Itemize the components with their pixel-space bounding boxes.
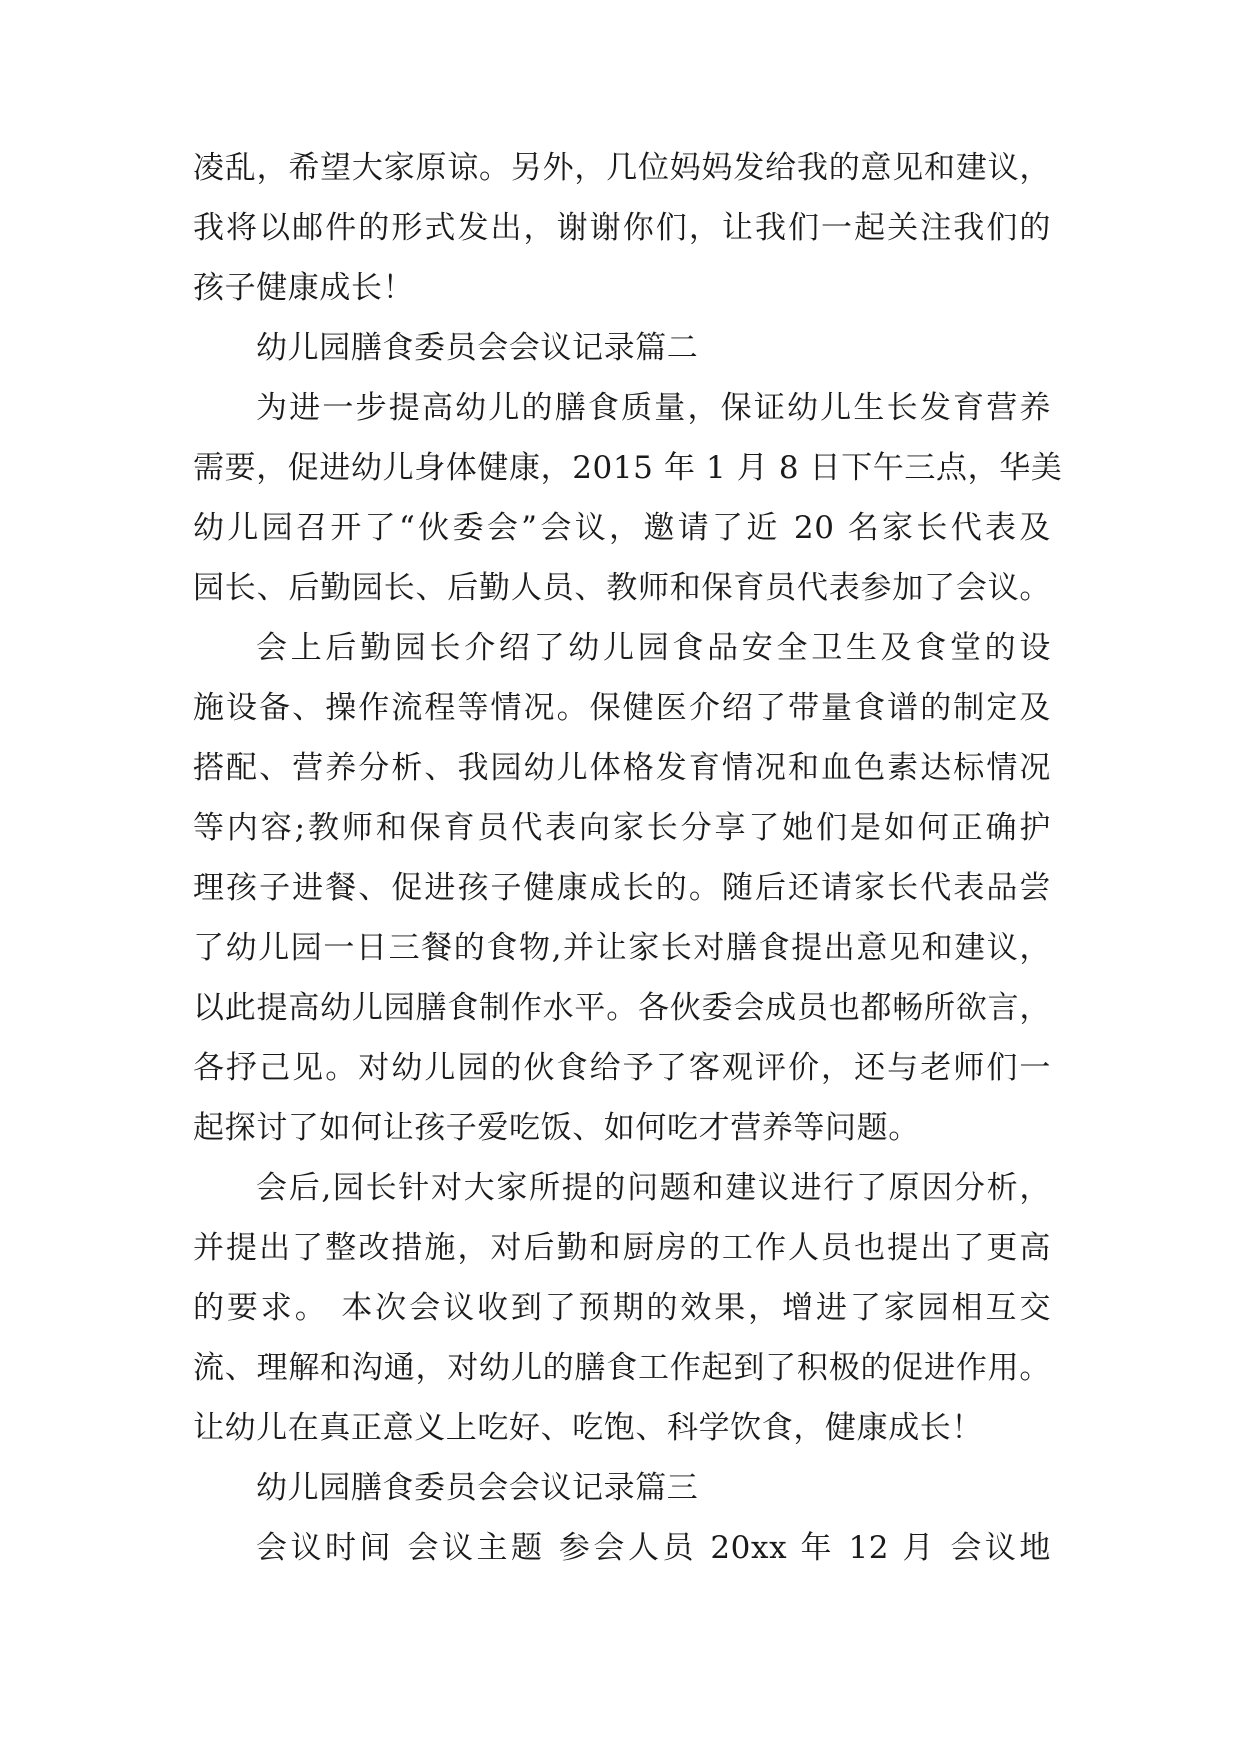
text-line: 幼儿园召开了“伙委会”会议，邀请了近 20 名家长代表及 <box>193 510 1051 546</box>
text-line: 孩子健康成长！ <box>193 270 415 306</box>
text-line: 流、理解和沟通，对幼儿的膳食工作起到了积极的促进作用。 <box>193 1350 1051 1386</box>
text-line: 我将以邮件的形式发出，谢谢你们，让我们一起关注我们的 <box>193 210 1051 246</box>
text-line: 会上后勤园长介绍了幼儿园食品安全卫生及食堂的设 <box>256 630 1051 666</box>
text-line: 并提出了整改措施，对后勤和厨房的工作人员也提出了更高 <box>193 1230 1051 1266</box>
text-line: 会议时间 会议主题 参会人员 20xx 年 12 月 会议地 <box>256 1530 1051 1566</box>
section-heading: 幼儿园膳食委员会会议记录篇二 <box>256 330 699 366</box>
text-line: 园长、后勤园长、后勤人员、教师和保育员代表参加了会议。 <box>193 570 1051 606</box>
text-line: 了幼儿园一日三餐的食物,并让家长对膳食提出意见和建议， <box>193 930 1051 966</box>
text-line: 等内容;教师和保育员代表向家长分享了她们是如何正确护 <box>193 810 1051 846</box>
text-line: 会后,园长针对大家所提的问题和建议进行了原因分析， <box>256 1170 1051 1206</box>
text-line: 施设备、操作流程等情况。保健医介绍了带量食谱的制定及 <box>193 690 1051 726</box>
text-line: 以此提高幼儿园膳食制作水平。各伙委会成员也都畅所欲言， <box>193 990 1051 1026</box>
text-line: 让幼儿在真正意义上吃好、吃饱、科学饮食，健康成长！ <box>193 1410 983 1446</box>
text-line: 的要求。 本次会议收到了预期的效果，增进了家园相互交 <box>193 1290 1051 1326</box>
text-line: 各抒己见。对幼儿园的伙食给予了客观评价，还与老师们一 <box>193 1050 1051 1086</box>
text-line: 凌乱，希望大家原谅。另外，几位妈妈发给我的意见和建议， <box>193 150 1051 186</box>
text-line: 为进一步提高幼儿的膳食质量，保证幼儿生长发育营养 <box>256 390 1051 426</box>
section-heading: 幼儿园膳食委员会会议记录篇三 <box>256 1470 699 1506</box>
text-line: 理孩子进餐、促进孩子健康成长的。随后还请家长代表品尝 <box>193 870 1051 906</box>
text-line: 起探讨了如何让孩子爱吃饭、如何吃才营养等问题。 <box>193 1110 920 1146</box>
text-line: 搭配、营养分析、我园幼儿体格发育情况和血色素达标情况 <box>193 750 1051 786</box>
text-line: 需要，促进幼儿身体健康，2015 年 1 月 8 日下午三点，华美 <box>193 450 1063 486</box>
